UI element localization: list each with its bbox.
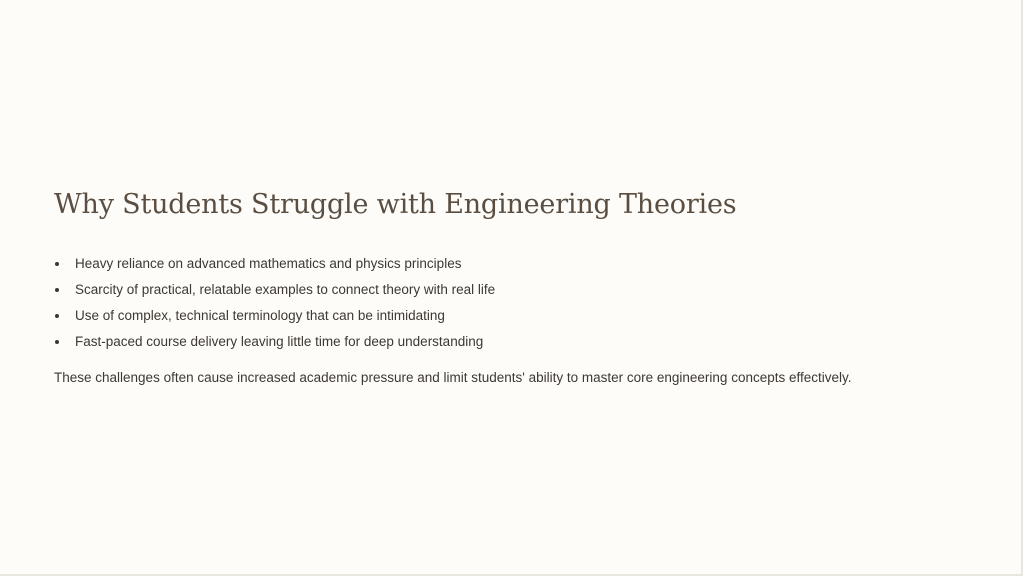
bullet-text: Fast-paced course delivery leaving little time for deep understanding: [75, 334, 484, 349]
bullet-dot-icon: [55, 262, 59, 266]
slide-title: Why Students Struggle with Engineering Theories: [54, 189, 737, 220]
bullet-item: [54, 277, 984, 303]
summary-text: These challenges often cause increased academic pressure and limit students' ability to master core engineering concepts effectively.: [54, 370, 852, 385]
bullet-text: Heavy reliance on advanced mathematics and physics principles: [75, 256, 462, 271]
bullet-dot-icon: [55, 288, 59, 292]
bullet-dot-icon: [55, 340, 59, 344]
bullet-item: [54, 251, 984, 277]
bullet-item: [54, 329, 984, 355]
slide-content: [54, 186, 984, 391]
bullet-text: Scarcity of practical, relatable examples to connect theory with real life: [75, 282, 496, 297]
bullet-list: [54, 251, 984, 355]
bullet-text: Use of complex, technical terminology that can be intimidating: [75, 308, 445, 323]
bullet-dot-icon: [55, 314, 59, 318]
bullet-item: [54, 303, 984, 329]
